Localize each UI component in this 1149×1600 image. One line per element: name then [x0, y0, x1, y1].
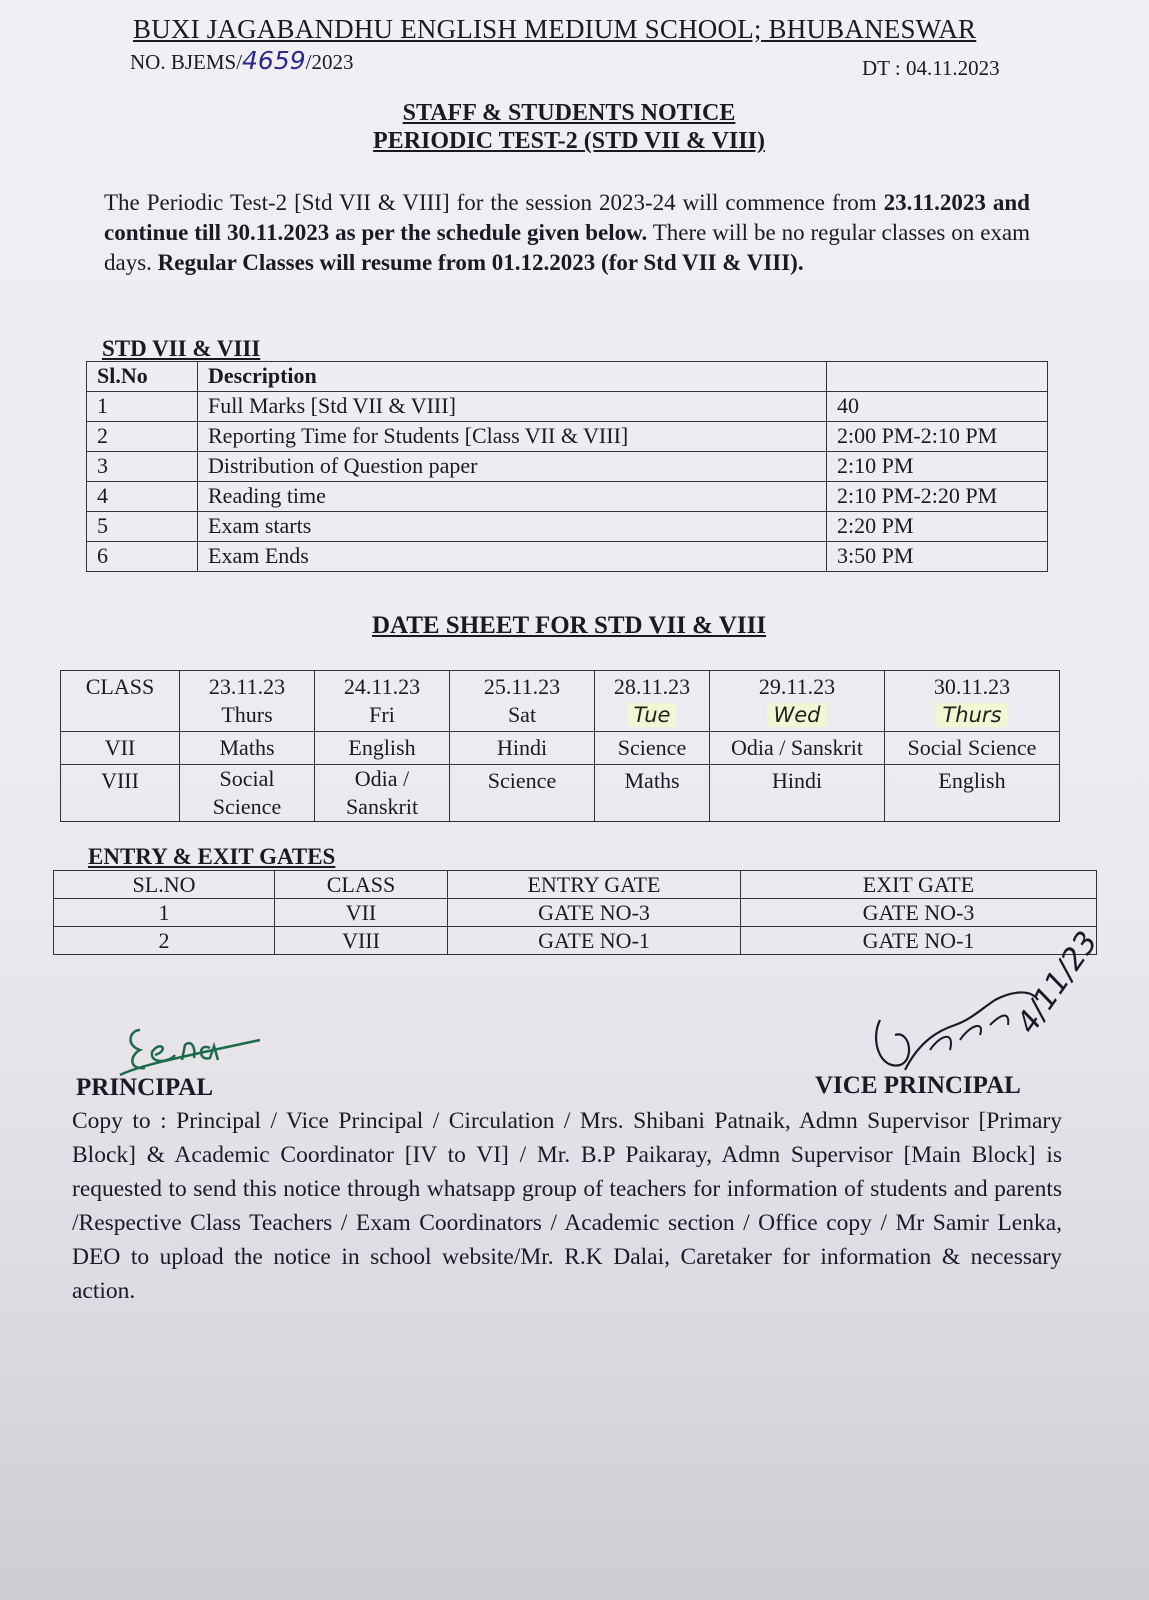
- cell-exit-gate: GATE NO-1: [741, 927, 1097, 955]
- exam-day: Fri: [369, 702, 395, 727]
- vice-principal-sign-date: 4/11/23: [1010, 925, 1106, 1041]
- schedule-table: [86, 361, 1048, 572]
- table-row: [87, 542, 1048, 572]
- table-row: [54, 899, 1097, 927]
- cell-class: VIII: [61, 765, 180, 822]
- cell-class: VII: [61, 732, 180, 765]
- cell-subject: English: [315, 732, 450, 765]
- cell-description: Full Marks [Std VII & VIII]: [198, 392, 827, 422]
- cell-value: 2:20 PM: [827, 512, 1048, 542]
- cell-value: 2:10 PM: [827, 452, 1048, 482]
- ref-prefix: NO. BJEMS/: [130, 50, 243, 74]
- cell-description: Reading time: [198, 482, 827, 512]
- table-row: [87, 482, 1048, 512]
- exam-date: 25.11.23: [483, 674, 561, 699]
- exam-date: 30.11.23: [933, 674, 1011, 699]
- header-description: Description: [198, 362, 827, 392]
- cell-slno: 3: [87, 452, 198, 482]
- cell-description: Reporting Time for Students [Class VII & VIII]: [198, 422, 827, 452]
- date-column-header: [885, 671, 1060, 732]
- cell-description: Exam Ends: [198, 542, 827, 572]
- cell-subject: Maths: [180, 732, 315, 765]
- exam-date: 29.11.23: [758, 674, 836, 699]
- cell-slno: 1: [54, 899, 275, 927]
- datesheet-heading: DATE SHEET FOR STD VII & VIII: [371, 612, 767, 639]
- ref-suffix: /2023: [305, 50, 354, 74]
- exam-day: Sat: [507, 702, 537, 727]
- header-exit-gate: EXIT GATE: [741, 871, 1097, 899]
- schedule-heading: STD VII & VIII: [102, 336, 261, 361]
- cell-value: 40: [827, 392, 1048, 422]
- datesheet-row: [61, 765, 1060, 822]
- date-column-header: [180, 671, 315, 732]
- exam-date: 23.11.23: [208, 674, 286, 699]
- gates-heading: ENTRY & EXIT GATES: [88, 844, 336, 869]
- copy-to-paragraph: Copy to : Principal / Vice Principal / Circulation / Mrs. Shibani Patnaik, Admn Supervisor [Primary Block] & Academic Coordinator [IV to VI] / Mr. B.P Paikaray, Admn Supervisor [Main Block] is requested to send this notice through whatsapp group of teachers for information of students and parents /Respective Class Teachers / Exam Coordinators / Academic section / Office copy / Mr Samir Lenka, DEO to upload the notice in school website/Mr. R.K Dalai, Caretaker for information & necessary action.: [72, 1108, 1062, 1304]
- date-column-header: [595, 671, 710, 732]
- cell-entry-gate: GATE NO-1: [448, 927, 741, 955]
- cell-subject: Odia / Sanskrit: [315, 765, 450, 822]
- header-entry-gate: ENTRY GATE: [448, 871, 741, 899]
- cell-slno: 6: [87, 542, 198, 572]
- cell-entry-gate: GATE NO-3: [448, 899, 741, 927]
- cell-subject: Social Science: [885, 732, 1060, 765]
- header-class: CLASS: [275, 871, 448, 899]
- cell-subject: Social Science: [180, 765, 315, 822]
- table-row: [87, 512, 1048, 542]
- datesheet-row: [61, 732, 1060, 765]
- date-column-header: [450, 671, 595, 732]
- cell-subject: Odia / Sanskrit: [710, 732, 885, 765]
- intro-text-1: The Periodic Test-2 [Std VII & VIII] for the session 2023-24 will commence from: [104, 190, 884, 215]
- notice-subtitle: PERIODIC TEST-2 (STD VII & VIII): [373, 128, 765, 154]
- principal-label: PRINCIPAL: [76, 1074, 214, 1101]
- cell-subject: Science: [595, 732, 710, 765]
- table-header-row: [87, 362, 1048, 392]
- cell-description: Exam starts: [198, 512, 827, 542]
- cell-subject: Hindi: [710, 765, 885, 822]
- datesheet-table: [60, 670, 1060, 822]
- cell-subject: Hindi: [450, 732, 595, 765]
- header-slno: Sl.No: [87, 362, 198, 392]
- cell-subject: Maths: [595, 765, 710, 822]
- gates-header-row: [54, 871, 1097, 899]
- cell-slno: 2: [54, 927, 275, 955]
- exam-day-handwritten: Wed: [767, 703, 826, 727]
- notice-title: STAFF & STUDENTS NOTICE: [402, 100, 736, 126]
- table-row: [54, 927, 1097, 955]
- exam-day-handwritten: Thurs: [936, 703, 1007, 727]
- cell-slno: 2: [87, 422, 198, 452]
- cell-value: 2:10 PM-2:20 PM: [827, 482, 1048, 512]
- intro-text-2: 23.11.2023 and continue till 30.11.2023 as per the schedule given below.: [104, 190, 1030, 245]
- notice-date: DT : 04.11.2023: [862, 56, 1000, 80]
- cell-subject: Science: [450, 765, 595, 822]
- gates-table: [53, 870, 1097, 955]
- header-value: [827, 362, 1048, 392]
- table-row: [87, 452, 1048, 482]
- date-column-header: [710, 671, 885, 732]
- intro-text-3: There will be no regular classes on exam days.: [104, 220, 1030, 275]
- exam-date: 28.11.23: [613, 674, 691, 699]
- cell-value: 3:50 PM: [827, 542, 1048, 572]
- date-column-header: [315, 671, 450, 732]
- exam-date: 24.11.23: [343, 674, 421, 699]
- cell-slno: 4: [87, 482, 198, 512]
- intro-paragraph: [104, 188, 1030, 278]
- cell-slno: 5: [87, 512, 198, 542]
- cell-description: Distribution of Question paper: [198, 452, 827, 482]
- datesheet-header-row: [61, 671, 1060, 732]
- ref-number-handwritten: 4659: [242, 46, 306, 75]
- cell-value: 2:00 PM-2:10 PM: [827, 422, 1048, 452]
- table-row: [87, 422, 1048, 452]
- cell-subject: English: [885, 765, 1060, 822]
- cell-slno: 1: [87, 392, 198, 422]
- vice-principal-label: VICE PRINCIPAL: [815, 1072, 1021, 1099]
- exam-day: Thurs: [221, 702, 273, 727]
- header-slno: SL.NO: [54, 871, 275, 899]
- school-name: BUXI JAGABANDHU ENGLISH MEDIUM SCHOOL; BHUBANESWAR: [133, 14, 977, 44]
- cell-class: VIII: [275, 927, 448, 955]
- intro-text-4: Regular Classes will resume from 01.12.2023 (for Std VII & VIII).: [157, 250, 804, 275]
- table-row: [87, 392, 1048, 422]
- cell-class: VII: [275, 899, 448, 927]
- exam-day-handwritten: Tue: [628, 703, 677, 727]
- header-class: CLASS: [61, 671, 180, 732]
- cell-exit-gate: GATE NO-3: [741, 899, 1097, 927]
- reference-number: [130, 46, 354, 75]
